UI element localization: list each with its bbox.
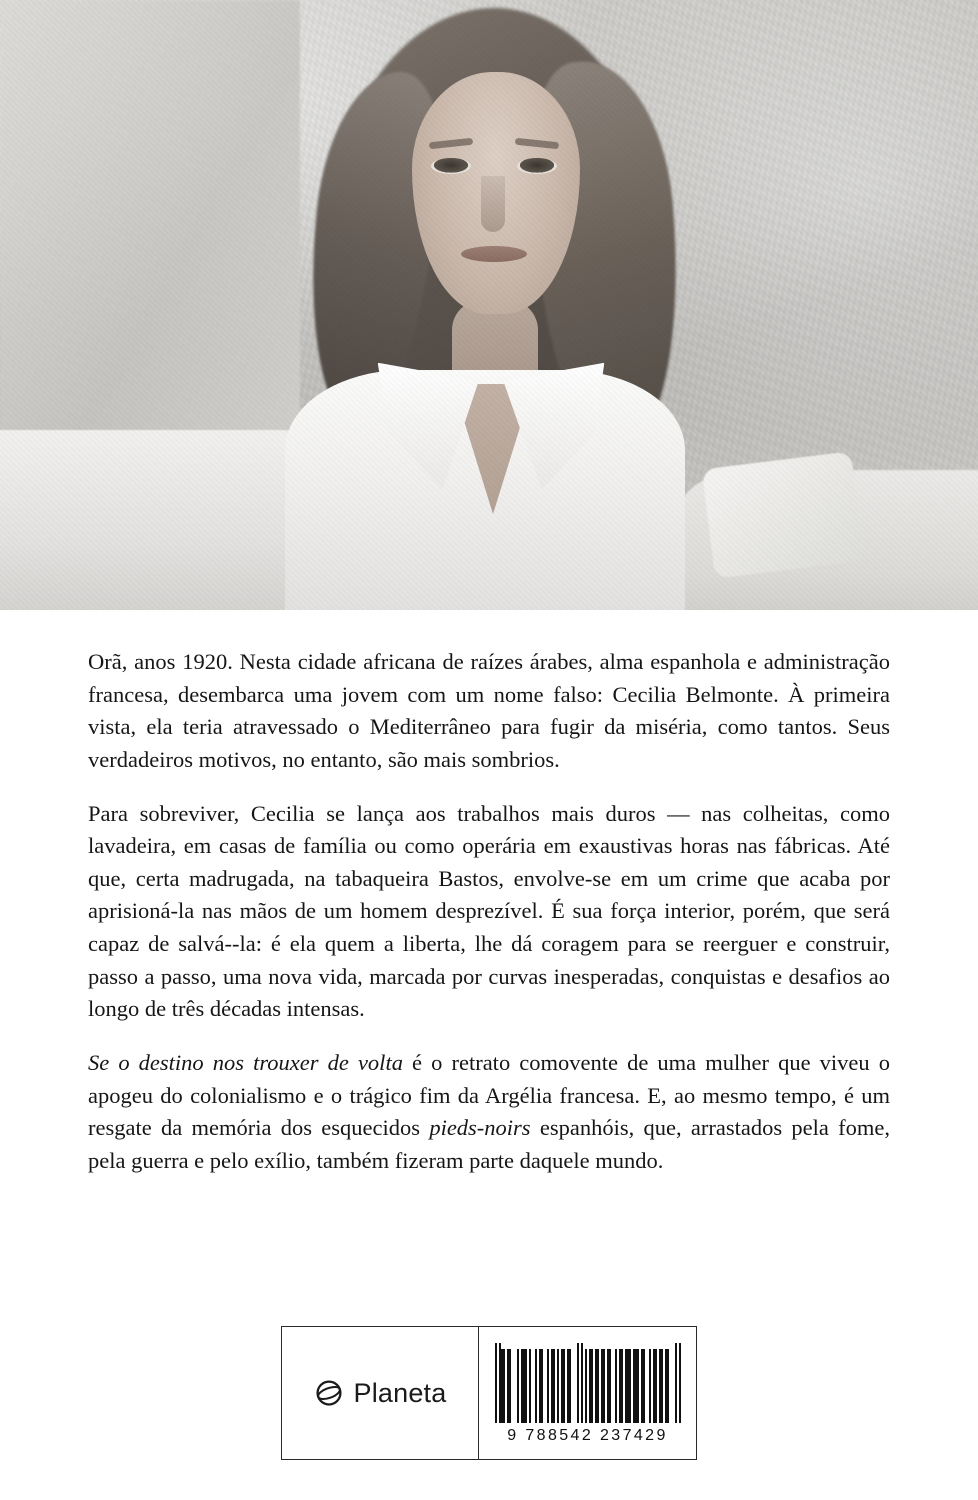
blurb-italic-run: pieds-noirs bbox=[429, 1115, 531, 1141]
portrait-eye-left bbox=[431, 158, 471, 174]
photo-portrait-figure bbox=[209, 0, 769, 610]
blurb-paragraph-2: Para sobreviver, Cecilia se lança aos trabalhos mais duros — nas colheitas, como lavadeira, em casas de família ou como operária em exaustivas horas nas fábricas. Até que, certa madrugada, na tabaqueira Bastos, envolve-se em um crime que acaba por aprisioná-la nas mãos de um homem desprezível. É sua força interior, porém, que será capaz de salvá--la: é ela quem a liberta, lhe dá coragem para se reerguer e construir, passo a passo, uma nova vida, marcada por curvas inesperadas, conquistas e desafios ao longo de três décadas intensas. bbox=[88, 800, 890, 1022]
blurb-text-area bbox=[0, 610, 978, 1326]
author-photo bbox=[0, 0, 978, 610]
publisher-name: Planeta bbox=[353, 1377, 447, 1408]
publisher-logo bbox=[282, 1327, 479, 1459]
barcode-bars bbox=[495, 1343, 681, 1423]
portrait-eye-right bbox=[517, 158, 557, 174]
publisher-barcode-box bbox=[281, 1326, 697, 1460]
portrait-mouth bbox=[461, 246, 527, 262]
globe-icon bbox=[314, 1378, 344, 1408]
blurb-paragraph-1: Orã, anos 1920. Nesta cidade africana de raízes árabes, alma espanhola e administração francesa, desembarca uma jovem com um nome falso: Cecilia Belmonte. À primeira vista, ela teria atravessado o Mediterrâneo para fugir da miséria, como tantos. Seus verdadeiros motivos, no entanto, são mais sombrios. bbox=[88, 649, 890, 772]
blurb-italic-run: Se o destino nos trouxer de volta bbox=[88, 1049, 403, 1075]
blurb-paragraph-3: Se o destino nos trouxer de volta é o retrato comovente de uma mulher que viveu o apogeu do colonialismo e o trágico fim da Argélia francesa. E, ao mesmo tempo, é um resgate da memória dos esquecidos pieds-noirs espanhóis, que, arrastados pela fome, pela guerra e pelo exílio, também fizeram parte daquele mundo. bbox=[88, 1049, 891, 1173]
barcode bbox=[479, 1327, 696, 1459]
portrait-nose bbox=[481, 176, 505, 232]
cover-footer bbox=[0, 1326, 978, 1500]
barcode-number: 9 788542 237429 bbox=[507, 1427, 668, 1444]
